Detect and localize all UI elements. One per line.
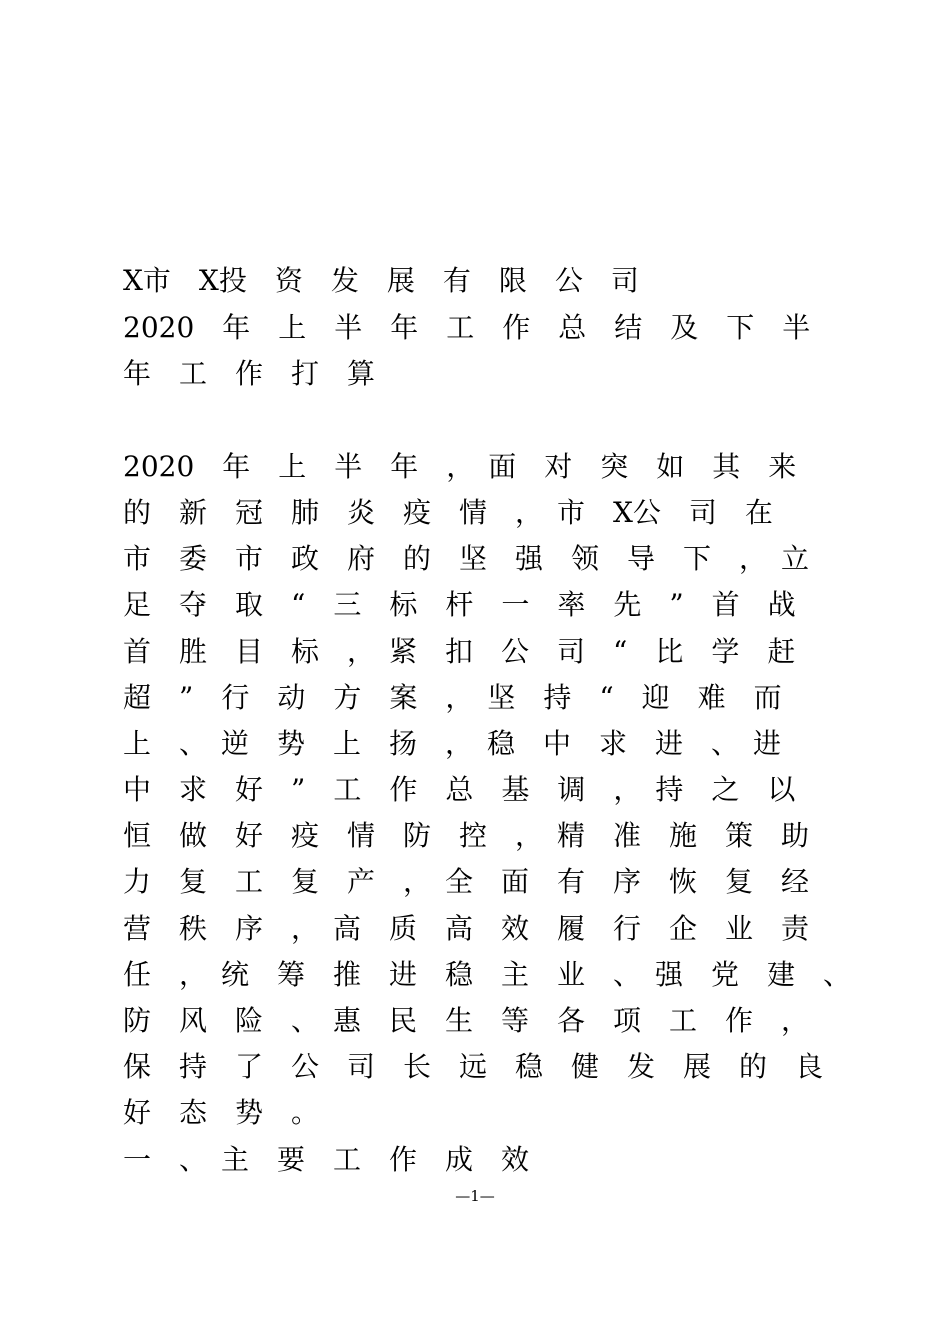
body-line: 力 复 工 复 产 ， 全 面 有 序 恢 复 经 bbox=[123, 865, 810, 898]
body-line: 足 夺 取 “ 三 标 杆 一 率 先 ” 首 战 bbox=[123, 588, 796, 621]
title-line-3: 年 工 作 打 算 bbox=[123, 357, 376, 390]
body-line: 2020 年 上 半 年 ， 面 对 突 如 其 来 bbox=[123, 450, 797, 483]
body-line: 首 胜 目 标 ， 紧 扣 公 司 “ 比 学 赶 bbox=[123, 635, 796, 668]
body-line: 市 委 市 政 府 的 坚 强 领 导 下 ， 立 bbox=[123, 542, 810, 575]
section-heading: 一 、 主 要 工 作 成 效 bbox=[123, 1143, 530, 1176]
body-line: 超 ” 行 动 方 案 ， 坚 持 “ 迎 难 而 bbox=[123, 681, 782, 714]
body-line: 的 新 冠 肺 炎 疫 情 ， 市 X公 司 在 bbox=[123, 496, 773, 529]
body-line: 营 秩 序 ， 高 质 高 效 履 行 企 业 责 bbox=[123, 912, 810, 945]
body-line: 上 、 逆 势 上 扬 ， 稳 中 求 进 、 进 bbox=[123, 727, 782, 760]
body-line: 保 持 了 公 司 长 远 稳 健 发 展 的 良 bbox=[123, 1050, 824, 1083]
body-line: 恒 做 好 疫 情 防 控 ， 精 准 施 策 助 bbox=[123, 819, 810, 852]
title-line-1: X市 X投 资 发 展 有 限 公 司 bbox=[123, 264, 639, 297]
body-line: 中 求 好 ” 工 作 总 基 调 ， 持 之 以 bbox=[123, 773, 796, 806]
page-number: —1— bbox=[455, 1187, 495, 1205]
body-line: 任 ， 统 筹 推 进 稳 主 业 、 强 党 建 、 bbox=[123, 958, 852, 991]
title-line-2: 2020 年 上 半 年 工 作 总 结 及 下 半 bbox=[123, 311, 811, 344]
body-line: 好 态 势 。 bbox=[123, 1096, 320, 1129]
body-line: 防 风 险 、 惠 民 生 等 各 项 工 作 ， bbox=[123, 1004, 810, 1037]
